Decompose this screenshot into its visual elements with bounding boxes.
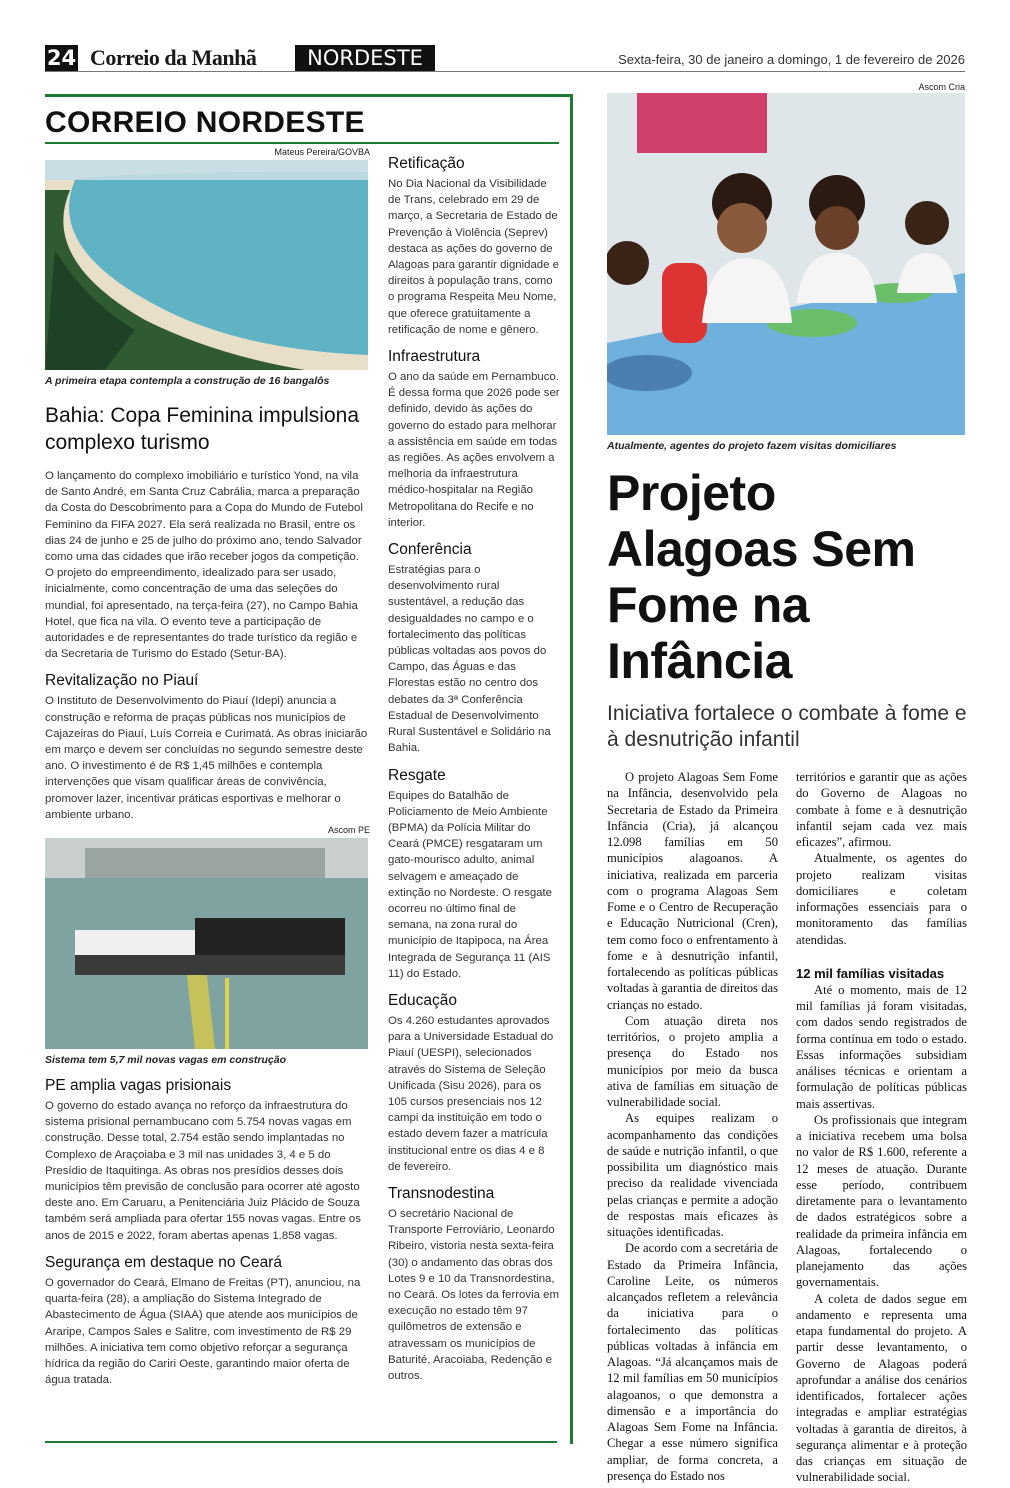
box-right-rule bbox=[570, 94, 573, 1444]
lead-headline: Bahia: Copa Feminina impulsiona complexo turismo bbox=[45, 404, 360, 454]
photo-credit: Mateus Pereira/GOVBA bbox=[274, 147, 370, 157]
brief-title: Conferência bbox=[388, 541, 472, 559]
brief-title: Resgate bbox=[388, 766, 446, 784]
paragraph: As equipes realizam o acompanhamento das condições de saúde e nutrição infantil, o que possibilita um diagnóstico mais preciso da realidade vivenciada pelas crianças e permite a adoção de respostas mais eficazes às situações identificadas. bbox=[607, 1111, 778, 1239]
beach-photo bbox=[45, 160, 368, 370]
pe-body: O governo do estado avança no reforço da infraestrutura do sistema prisional pernambucano com 5.754 novas vagas em construção. Desse total, 2.754 estão sendo implantadas no Complexo de Araçoiaba e 3 mil nas unidades 3, 4 e 5 do Presídio de Itaquitinga. As obras nos presídios desses dois municípios têm previsão de conclusão para ocorrer até agosto deste ano. Em Caruaru, a Penitenciária Juiz Plácido de Souza também será ampliada para ofertar 155 novas vagas. Entre os anos de 2015 e 2022, foram abertas apenas 1.858 vagas. bbox=[45, 1100, 361, 1242]
brief-body: Os 4.260 estudantes aprovados para a Universidade Estadual do Piauí (UESPI), selecionados através do Sistema de Seleção Unificada (Sisu 2026), para os 105 cursos presenciais nos 12 campi da instituição em todo o estado devem fazer a matrícula institucional entre os dias 4 e 8 de fevereiro. bbox=[388, 1014, 554, 1173]
paragraph: territórios e garantir que as ações do Governo de Alagoas no combate à fome e à desnutrição infantil sejam cada vez mais eficazes”, afirmou. bbox=[796, 770, 967, 849]
paragraph: A coleta de dados segue em andamento e representa uma etapa fundamental do projeto. A partir desse levantamento, o Governo de Alagoas poderá aprofundar a análise dos cenários identificados, fortalecer ações integradas e ampliar estratégias voltadas à garantia de direitos, à segurança alimentar e à proteção das crianças em situação de vulnerabilidade social. bbox=[796, 1291, 967, 1485]
page-number: 24 bbox=[46, 46, 77, 70]
box-column-2 bbox=[388, 147, 560, 1384]
brief-body: Equipes do Batalhão de Policiamento de Meio Ambiente (BPMA) da Polícia Militar do Ceará (PMCE) resgataram um gato-mourisco adulto, animal selvagem e ameaçado de extinção no Nordeste. O resgate ocorreu no último final de semana, na zona rural do município de Itapipoca, na Área Integrada de Segurança 11 (AIS 11) do Estado. bbox=[388, 789, 552, 980]
lead-body: O lançamento do complexo imobiliário e turístico Yond, na vila de Santo André, em Santa Cruz Cabrália, marca a preparação da Costa do Descobrimento para a Copa do Mundo de Futebol Feminino da FIFA 2027. Ela será realizada no Brasil, entre os dias 24 de junho e 25 de julho do próximo ano, tendo Salvador como uma das cidades que irão receber jogos da competição. O projeto do empreendimento, idealizado para ser usado, inicialmente, como concentração de uma das seleções do mundial, foi apresentado, na terça-feira (27), no Campo Bahia Hotel, que fica na vila. O evento teve a participação de autoridades e de representantes do trade turístico da região e da Secretaria de Turismo do Estado (Setur-BA). bbox=[45, 470, 363, 661]
subhead: 12 mil famílias visitadas bbox=[796, 965, 945, 981]
brief-title: Retificação bbox=[388, 155, 465, 172]
photo-caption: A primeira etapa contempla a construção de 16 bangalôs bbox=[45, 375, 330, 387]
photo-credit: Ascom PE bbox=[327, 825, 370, 836]
brief-body: Estratégias para o desenvolvimento rural sustentável, a redução das desigualdades no campo e o fortalecimento das políticas públicas voltadas aos povos do Campo, das Águas e das Florestas estão no centro dos debates da 3ª Conferência Estadual de Desenvolvimento Rural Sustentável e Solidário na Bahia. bbox=[388, 564, 551, 755]
section-label: NORDESTE bbox=[295, 45, 435, 71]
brief-title: Educação bbox=[388, 991, 457, 1009]
paragraph: O projeto Alagoas Sem Fome na Infância, desenvolvido pela Secretaria de Estado da Primeira Infância (Cria), já alcançou 12.098 famílias em 50 municípios alagoanos. A iniciativa, realizada em parceria com o programa Alagoas Sem Fome e o Centro de Recuperação e Educação Nutricional (Cren), tem como foco o enfrentamento à fome e à desnutrição infantil, fortalecendo as políticas públicas voltadas à garantia de direitos das crianças no estado. bbox=[607, 770, 778, 1012]
paragraph: De acordo com a secretária de Estado da Primeira Infância, Caroline Leite, os números alcançados refletem a relevância da iniciativa para o fortalecimento das políticas públicas voltadas à infância em Alagoas. “Já alcançamos mais de 12 mil famílias em 50 municípios alagoanos, o que demonstra a dimensão e a importância do Alagoas Sem Fome na Infância. Chegar a esse número significa ampliar, de forma concreta, a presença do Estado nos bbox=[607, 1241, 778, 1483]
issue-date: Sexta-feira, 30 de janeiro a domingo, 1 de fevereiro de 2026 bbox=[618, 52, 965, 67]
paragraph: Atualmente, os agentes do projeto realizam visitas domiciliares e coletam informações essenciais para o monitoramento das famílias atendidas. bbox=[796, 851, 967, 947]
paragraph: Até o momento, mais de 12 mil famílias já foram visitadas, com dados sendo registrados de forma contínua em todo o estado. Essas informações subsidiam análises técnicas e orientam a formulação de políticas públicas mais assertivas. bbox=[796, 982, 967, 1111]
brief-title: Transnodestina bbox=[388, 1184, 495, 1202]
ceara-title: Segurança em destaque no Ceará bbox=[45, 1253, 282, 1271]
main-body-columns bbox=[607, 769, 967, 1486]
pe-title: PE amplia vagas prisionais bbox=[45, 1077, 232, 1095]
photo-caption: Atualmente, agentes do projeto fazem visitas domiciliares bbox=[607, 440, 897, 452]
photo-caption: Sistema tem 5,7 mil novas vagas em construção bbox=[45, 1054, 287, 1067]
box-bottom-rule bbox=[45, 1441, 557, 1443]
box-title-rule bbox=[45, 142, 559, 144]
children-photo bbox=[607, 93, 965, 435]
brief-body: O secretário Nacional de Transporte Ferroviário, Leonardo Ribeiro, vistoria nesta sexta-feira (30) o andamento das obras dos Lotes 9 e 10 da Transnordestina, no Ceará. Os lotes da ferrovia em execução no estado têm 97 quilômetros de extensão e atravessam os municípios de Baturité, Aracoiaba, Redenção e outros. bbox=[388, 1207, 559, 1382]
paragraph: Com atuação direta nos territórios, o projeto amplia a presença do Estado nos municípios por meio da busca ativa de famílias em situação de vulnerabilidade social. bbox=[607, 1013, 778, 1109]
paragraph: Os profissionais que integram a iniciativa recebem uma bolsa no valor de R$ 1.600, referente a 12 meses de atuação. Durante esse período, contribuem diretamente para o levantamento de dados estratégicos sobre a realidade da primeira infância em Alagoas, fortalecendo o planejamento das ações governamentais. bbox=[796, 1112, 967, 1290]
main-col-2 bbox=[796, 769, 967, 1486]
main-col-1 bbox=[607, 769, 778, 1486]
piaui-body: O Instituto de Desenvolvimento do Piauí (Idepi) anuncia a construção e reforma de praças públicas nos municípios de Cajazeiras do Piauí, Luís Correia e Curimatá. As obras iniciarão em março e devem ser concluídas no segundo semestre deste ano. O investimento é de R$ 1,45 milhões e contempla intervenções que visam qualificar áreas de convivência, promover lazer, incentivar práticas esportivas e melhorar o ambiente urbano. bbox=[45, 695, 368, 821]
brief-body: O ano da saúde em Pernambuco. É dessa forma que 2026 pode ser definido, devido às ações do governo do estado para melhorar a assistência em saúde em todas as regiões. As ações envolvem a melhoria da infraestrutura médico-hospitalar na Região Metropolitana do Recife e no interior. bbox=[388, 371, 560, 529]
main-story bbox=[607, 82, 967, 1486]
photo-credit: Ascom Cria bbox=[918, 82, 965, 92]
ceara-body: O governador do Ceará, Elmano de Freitas (PT), anunciou, na quarta-feira (28), a ampliação do Sistema Integrado de Abastecimento de Água (SIAA) que atende aos municípios de Araripe, Campos Sales e Salitre, com investimento de R$ 29 milhões. A iniciativa tem como objetivo reforçar a segurança hídrica da região do Cariri Oeste, garantindo maior oferta de água tratada. bbox=[45, 1276, 361, 1387]
main-deck: Iniciativa fortalece o combate à fome e à desnutrição infantil bbox=[607, 702, 967, 751]
piaui-title: Revitalização no Piauí bbox=[45, 672, 199, 690]
prison-photo bbox=[45, 838, 368, 1049]
box-column-1 bbox=[45, 147, 370, 1388]
box-title: CORREIO NORDESTE bbox=[45, 106, 365, 139]
header-rule bbox=[45, 71, 965, 72]
brief-body: No Dia Nacional da Visibilidade de Trans, celebrado em 29 de março, a Secretaria de Estado de Prevenção à Violência (Seprev) destaca as ações do governo de Alagoas para garantir dignidade e direitos à população trans, como o programa Respeita Meu Nome, que oferece gratuitamente a retificação de nome e gênero. bbox=[388, 178, 559, 336]
masthead-logo: Correio da Manhã bbox=[90, 45, 257, 70]
brief-title: Infraestrutura bbox=[388, 348, 481, 366]
main-headline: Projeto Alagoas Sem Fome na Infância bbox=[607, 465, 916, 689]
box-top-rule bbox=[45, 94, 573, 97]
